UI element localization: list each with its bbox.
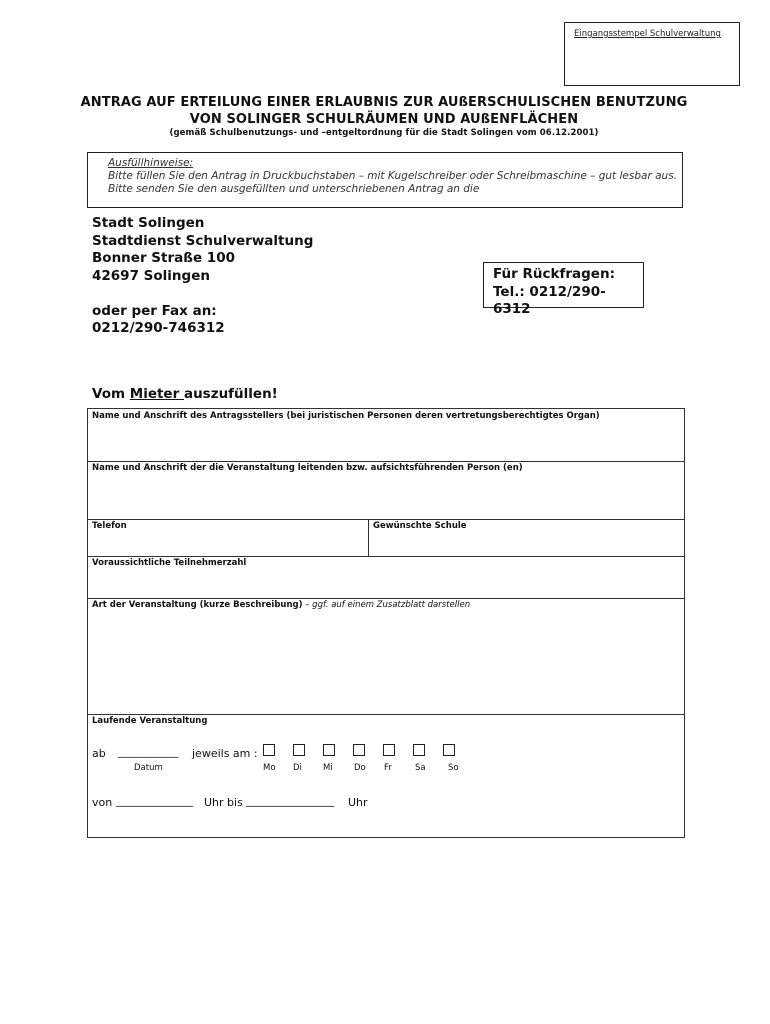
weekday-checkbox-mi[interactable] bbox=[323, 744, 335, 756]
ab-label: ab bbox=[92, 747, 106, 760]
row-divider bbox=[88, 461, 684, 462]
weekday-label-sa: Sa bbox=[415, 763, 426, 773]
contact-label: Für Rückfragen: bbox=[493, 266, 615, 282]
title-line-1: ANTRAG AUF ERTEILUNG EINER ERLAUBNIS ZUR AUßERSCHULISCHEN BENUTZUNG bbox=[80, 95, 688, 110]
row-divider bbox=[88, 556, 684, 557]
datum-label: Datum bbox=[134, 763, 163, 773]
row-divider bbox=[88, 714, 684, 715]
school-label: Gewünschte Schule bbox=[373, 521, 467, 531]
weekday-checkbox-mo[interactable] bbox=[263, 744, 275, 756]
weekday-checkbox-so[interactable] bbox=[443, 744, 455, 756]
contact-phone: Tel.: 0212/290-6312 bbox=[493, 283, 606, 317]
row-divider bbox=[88, 598, 684, 599]
instructions-heading: Ausfüllhinweise: bbox=[108, 157, 194, 169]
uhr-bis-label: Uhr bis bbox=[204, 796, 243, 809]
fax-number: 0212/290-746312 bbox=[92, 320, 225, 336]
weekday-label-di: Di bbox=[293, 763, 302, 773]
weekday-label-mo: Mo bbox=[263, 763, 276, 773]
event-type-label: Art der Veranstaltung (kurze Beschreibung) – ggf. auf einem Zusatzblatt darstellen bbox=[92, 600, 471, 610]
subtitle: (gemäß Schulbenutzungs- und –entgeltordnung für die Stadt Solingen vom 06.12.2001) bbox=[169, 128, 599, 138]
address-line: Bonner Straße 100 bbox=[92, 250, 235, 266]
weekday-checkbox-sa[interactable] bbox=[413, 744, 425, 756]
start-date-field[interactable]: ___________ bbox=[118, 745, 179, 758]
participants-field[interactable] bbox=[88, 570, 684, 598]
instructions-line-1: Bitte füllen Sie den Antrag in Druckbuchstaben – mit Kugelschreiber oder Schreibmaschine – gut lesbar aus. bbox=[108, 170, 678, 182]
school-field[interactable] bbox=[369, 533, 684, 556]
weekday-label-so: So bbox=[448, 763, 459, 773]
time-to-field[interactable]: ________________ bbox=[246, 794, 334, 807]
applicant-field-label: Name und Anschrift des Antragsstellers (bei juristischen Personen deren vertretungsberechtigtes Organ) bbox=[92, 411, 600, 421]
weekday-checkbox-do[interactable] bbox=[353, 744, 365, 756]
weekday-checkbox-fr[interactable] bbox=[383, 744, 395, 756]
address-line: Stadtdienst Schulverwaltung bbox=[92, 232, 314, 249]
recipient-address bbox=[92, 215, 313, 338]
weekday-label-mi: Mi bbox=[323, 763, 333, 773]
event-description-field[interactable] bbox=[88, 612, 684, 714]
jeweils-label: jeweils am : bbox=[192, 747, 258, 760]
time-from-field[interactable]: ______________ bbox=[116, 794, 193, 807]
recurring-event-label: Laufende Veranstaltung bbox=[92, 716, 208, 726]
receipt-stamp-box bbox=[564, 22, 740, 86]
telefon-label: Telefon bbox=[92, 521, 127, 531]
contact-box bbox=[483, 262, 644, 317]
application-form bbox=[87, 408, 685, 838]
responsible-person-label: Name und Anschrift der die Veranstaltung leitenden bzw. aufsichtsführenden Person (en) bbox=[92, 463, 523, 473]
event-type-hint: – ggf. auf einem Zusatzblatt darstellen bbox=[302, 600, 471, 610]
applicant-field[interactable] bbox=[88, 423, 684, 461]
row-divider bbox=[88, 519, 684, 520]
fax-label: oder per Fax an: bbox=[92, 302, 217, 319]
instructions-box bbox=[87, 152, 683, 208]
section-heading: Vom Mieter auszufüllen! bbox=[92, 386, 278, 402]
telefon-field[interactable] bbox=[88, 533, 368, 556]
stamp-label: Eingangsstempel Schulverwaltung bbox=[574, 29, 721, 39]
section-heading-underlined: Mieter bbox=[129, 386, 184, 402]
instructions-line-2: Bitte senden Sie den ausgefüllten und unterschriebenen Antrag an die bbox=[108, 183, 480, 195]
responsible-person-field[interactable] bbox=[88, 475, 684, 519]
participants-label: Voraussichtliche Teilnehmerzahl bbox=[92, 558, 247, 568]
uhr-label: Uhr bbox=[348, 796, 368, 809]
weekday-checkbox-di[interactable] bbox=[293, 744, 305, 756]
weekday-label-fr: Fr bbox=[384, 763, 392, 773]
von-label: von bbox=[92, 796, 113, 809]
address-line: 42697 Solingen bbox=[92, 267, 210, 284]
address-line: Stadt Solingen bbox=[92, 215, 205, 231]
title-line-2: VON SOLINGER SCHULRÄUMEN UND AUßENFLÄCHEN bbox=[189, 112, 579, 127]
weekday-label-do: Do bbox=[354, 763, 366, 773]
